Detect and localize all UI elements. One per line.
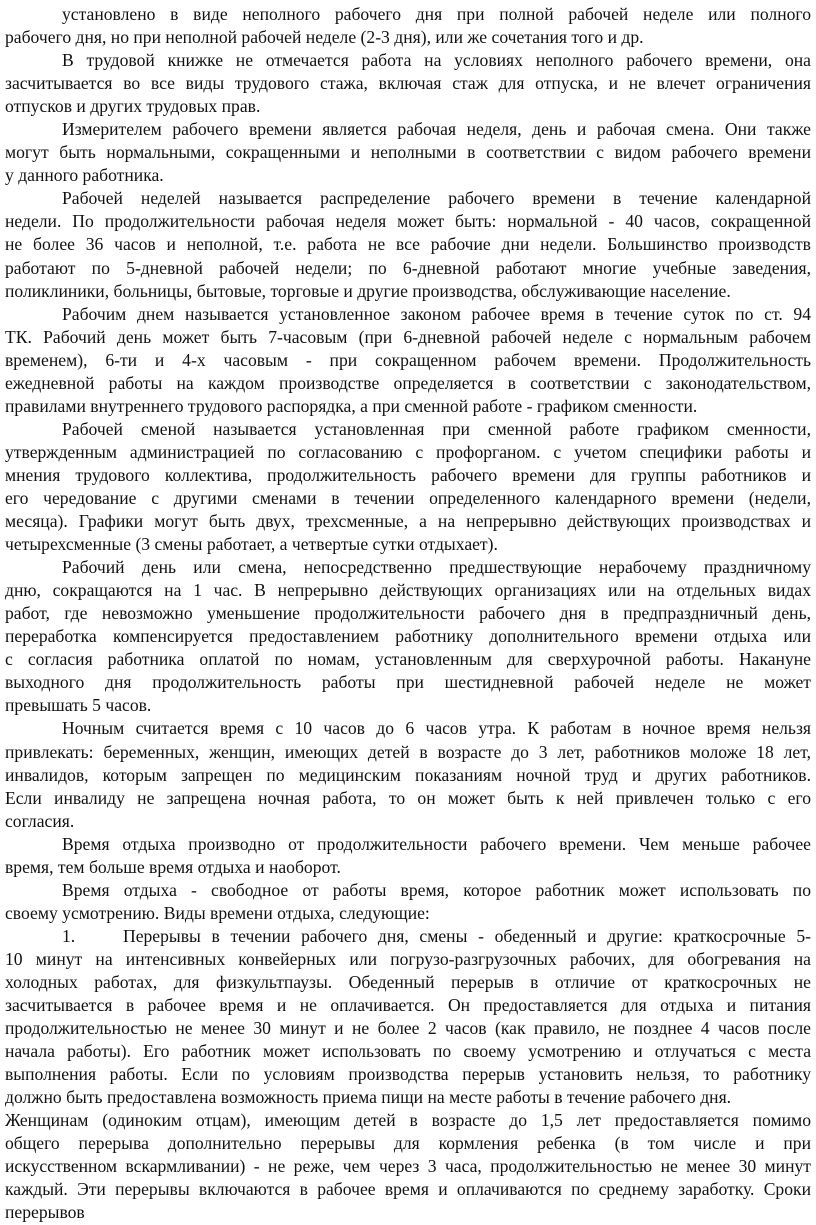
list-number: 1. [62,925,76,946]
line-text: у данного работника. [5,165,164,186]
line-text: Рабочий день или смена, непосредственно предшествующие нерабочему праздничному [62,557,811,578]
text-line [5,95,811,118]
document-page [5,3,811,1224]
line-text: Рабочей сменой называется установленная при сменной работе графиком сменности, [62,418,811,439]
paragraph [5,833,811,879]
text-line [5,1155,811,1178]
text-line [5,994,811,1017]
text-line [5,395,811,418]
paragraph [5,879,811,925]
paragraph [5,187,811,302]
text-line [5,810,811,833]
line-text: утвержденным администрацией по согласованию с профорганом. с учетом специфики работы и [5,441,811,462]
text-line [5,1178,811,1201]
line-text: перерывов [5,1202,85,1223]
line-text: поликлиники, больницы, бытовые, торговые и другие производства, обслуживающие население. [5,280,731,301]
text-line [5,257,811,280]
line-text: согласия. [5,810,75,831]
line-text: правилами внутреннего трудового распорядка, а при сменной работе - графиком сменности. [5,395,698,416]
line-text: переработка компенсируется предоставлением работнику дополнительного времени отдыха или [5,626,811,647]
line-text: В трудовой книжке не отмечается работа на условиях неполного рабочего времени, она [62,50,811,71]
line-text: его чередование с другими сменами в течении определенного календарного времени (недели, [5,487,811,508]
text-line [5,533,811,556]
line-text: превышать 5 часов. [5,695,152,716]
text-line [5,3,811,26]
line-text: своему усмотрению. Виды времени отдыха, следующие: [5,902,430,923]
line-text: привлекать: беременных, женщин, имеющих детей в возрасте до 3 лет, работников моложе 18 лет, [5,741,811,762]
text-line [5,948,811,971]
text-line [5,280,811,303]
line-text: ТК. Рабочий день может быть 7-часовым (при 6-дневной рабочей неделе с нормальным рабочем [5,326,811,347]
line-text: Измерителем рабочего времени является рабочая неделя, день и рабочая смена. Они также [62,119,811,140]
line-text: работают по 5-дневной рабочей недели; по 6-дневной работают многие учебные заведения, [5,257,811,278]
line-text: не более 36 часов и неполной, т.е. работа не все рабочие дни недели. Большинство производств [5,234,811,255]
text-line [5,464,811,487]
paragraph [5,717,811,832]
text-line [5,902,811,925]
line-text: Время отдыха производно от продолжительности рабочего времени. Чем меньше рабочее [62,833,811,854]
line-text: дню, сокращаются на 1 час. В непрерывно действующих организациях или на отдельных видах [5,580,811,601]
text-line [5,118,811,141]
line-text: выходного дня продолжительность работы при шестидневной рабочей неделе не может [5,672,811,693]
text-line [5,648,811,671]
line-text: искусственном вскармливании) - не реже, чем через 3 часа, продолжительностью не менее 30 минут [5,1156,811,1177]
line-text: общего перерыва дополнительно перерывы для кормления ребенка (в том числе и при [5,1133,811,1154]
text-line [5,164,811,187]
text-line [5,349,811,372]
text-line [5,418,811,441]
line-text: мнения трудового коллектива, продолжительность рабочего времени для группы работников и [5,464,811,485]
text-line [5,1109,811,1132]
text-line [5,741,811,764]
text-line [5,72,811,95]
line-text: холодных работах, для физкультпаузы. Обеденный перерыв в отличие от краткосрочных не [5,971,811,992]
line-text: Рабочей неделей называется распределение рабочего времени в течение календарной [62,188,811,209]
text-line [5,1040,811,1063]
text-line [5,510,811,533]
text-line [5,141,811,164]
paragraph [5,3,811,49]
text-line [5,856,811,879]
text-line [5,694,811,717]
line-text: Время отдыха - свободное от работы время, которое работник может использовать по [62,879,811,900]
text-line [5,1086,811,1109]
paragraph [5,118,811,187]
line-text: Ночным считается время с 10 часов до 6 часов утра. К работам в ночное время нельзя [62,718,811,739]
line-text: месяца). Графики могут быть двух, трехсменные, а на непрерывно действующих производствах и [5,511,811,532]
text-line [5,879,811,902]
line-text: Женщинам (одиноким отцам), имеющим детей в возрасте до 1,5 лет предоставляется помимо [5,1110,811,1131]
paragraph [5,303,811,418]
paragraph [5,556,811,717]
line-text: временем), 6-ти и 4-х часовым - при сокращенном рабочем времени. Продолжительность [5,349,811,370]
line-text: установлено в виде неполного рабочего дня при полной рабочей неделе или полного [62,4,811,24]
line-text: выполнения работы. Если по условиям производства перерыв установить нельзя, то работнику [5,1064,811,1085]
line-text: работ, где невозможно уменьшение продолжительности рабочего дня в предпраздничный день, [5,603,811,624]
text-line [5,441,811,464]
line-text: могут быть нормальными, сокращенными и неполными в соответствии с видом рабочего времени [5,142,811,163]
text-line [5,233,811,256]
text-line [5,925,811,948]
line-text: Рабочим днем называется установленное законом рабочее время в течение суток по ст. 94 [62,303,811,324]
line-text: инвалидов, которым запрещен по медицинским показаниям ночной труд и других работников. [5,764,811,785]
line-text: начала работы). Его работник может использовать по своему усмотрению и отлучаться с места [5,1041,811,1062]
text-line [5,971,811,994]
line-text: отпусков и других трудовых прав. [5,96,261,117]
text-line [5,326,811,349]
paragraph [5,1109,811,1224]
line-text: засчитывается во все виды трудового стажа, включая стаж для отпуска, и не влечет ограничения [5,73,811,94]
text-line [5,671,811,694]
text-line [5,787,811,810]
line-text: Перерывы в течении рабочего дня, смены - обеденный и другие: краткосрочные 5- [123,925,811,946]
text-line [5,556,811,579]
line-text: Если инвалиду не запрещена ночная работа, то он может быть к ней привлечен только с его [5,787,811,808]
text-line [5,1201,811,1224]
text-line [5,625,811,648]
text-line [5,717,811,740]
line-text: ежедневной работы на каждом производстве определяется в соответствии с законодательством, [5,372,811,393]
line-text: продолжительностью не менее 30 минут и не более 2 часов (как правило, не позднее 4 часов после [5,1018,811,1039]
line-text: рабочего дня, но при неполной рабочей неделе (2-3 дня), или же сочетания того и др. [5,27,644,48]
numbered-list-item [5,925,811,1109]
text-line [5,372,811,395]
text-line [5,764,811,787]
text-line [5,49,811,72]
line-text: с согласия работника оплатой по номам, установленным для сверхурочной работы. Накануне [5,649,811,670]
line-text: время, тем больше время отдыха и наоборот. [5,856,341,877]
text-line [5,487,811,510]
text-line [5,602,811,625]
text-line [5,1132,811,1155]
text-line [5,26,811,49]
text-line [5,187,811,210]
text-line [5,303,811,326]
paragraph [5,49,811,118]
line-text: недели. По продолжительности рабочая неделя может быть: нормальной - 40 часов, сокращенной [5,211,811,232]
text-line [5,579,811,602]
line-text: каждый. Эти перерывы включаются в рабочее время и оплачиваются по среднему заработку. Сроки [5,1179,811,1200]
text-line [5,1017,811,1040]
line-text: засчитывается в рабочее время и не оплачивается. Он предоставляется для отдыха и питания [5,995,811,1016]
paragraph [5,418,811,556]
text-line [5,833,811,856]
text-line [5,1063,811,1086]
line-text: должно быть предоставлена возможность приема пищи на месте работы в течение рабочего дня. [5,1087,732,1108]
text-line [5,210,811,233]
line-text: 10 минут на интенсивных конвейерных или погрузо-разгрузочных рабочих, для обогревания на [5,948,811,969]
line-text: четырехсменные (3 смены работает, а четвертые сутки отдыхает). [5,534,498,555]
